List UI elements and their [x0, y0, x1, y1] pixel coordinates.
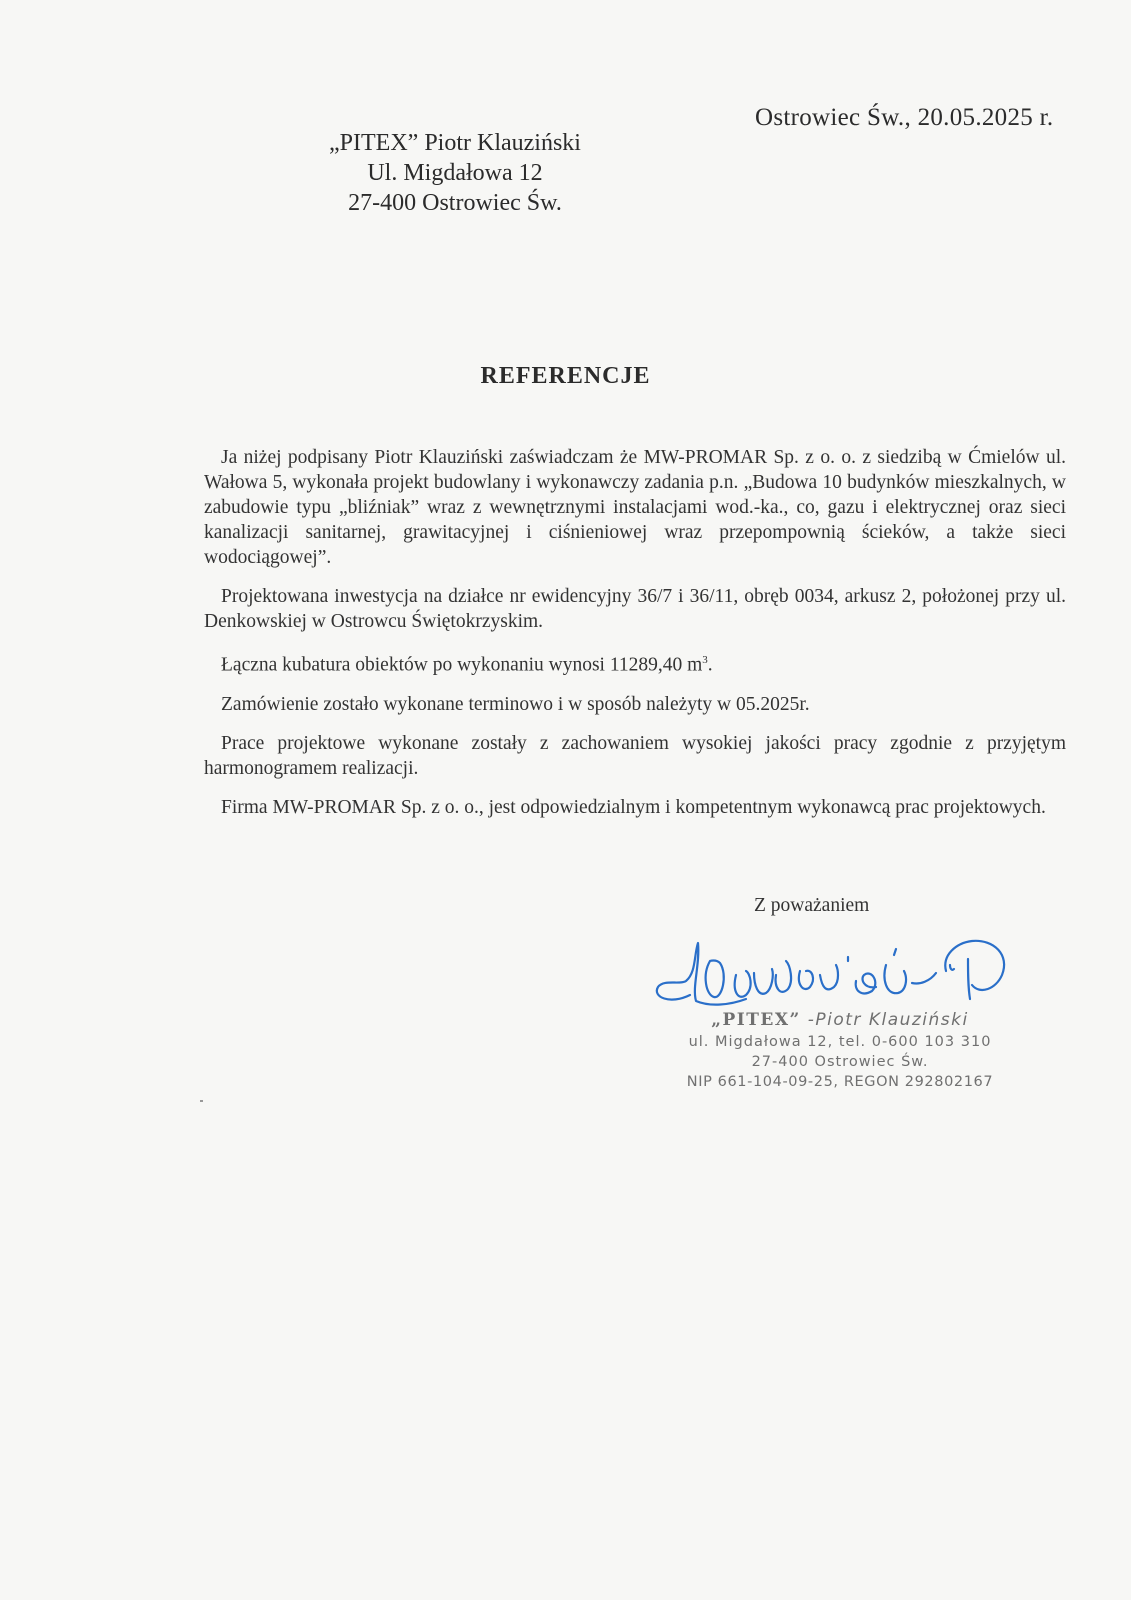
letter-body — [204, 445, 1066, 834]
paragraph-certification: Ja niżej podpisany Piotr Klauziński zaświadczam że MW-PROMAR Sp. z o. o. z siedzibą w Ćmielów ul. Wałowa 5, wykonała projekt budowlany i wykonawczy zadania p.n. „Budowa 10 budynków mieszkalnych, w zabudowie typu „bliźniak” wraz z wewnętrznymi instalacjami wod.-ka., co, gazu i elektrycznej oraz sieci kanalizacji sanitarnej, grawitacyjnej i ciśnieniowej wraz przepompownią ścieków, a także sieci wodociągowej”. — [204, 447, 1066, 568]
paragraph-order-completion: Zamówienie zostało wykonane terminowo i w sposób należyty w 05.2025r. — [221, 693, 810, 715]
sender-city: 27-400 Ostrowiec Św. — [348, 190, 562, 216]
cubature-unit-superscript: 3 — [702, 654, 708, 666]
paragraph-quality: Prace projektowe wykonane zostały z zachowaniem wysokiej jakości pracy zgodnie z przyjętym harmonogramem realizacji. — [204, 732, 1066, 779]
stamp-city: 27-400 Ostrowiec Św. — [751, 1054, 929, 1070]
letter-date: Ostrowiec Św., 20.05.2025 r. — [755, 104, 1054, 131]
scan-artifact — [200, 1100, 203, 1102]
paragraph-company-statement: Firma MW-PROMAR Sp. z o. o., jest odpowiedzialnym i kompetentnym wykonawcą prac projektowych. — [221, 796, 1046, 818]
company-stamp — [680, 1010, 1000, 1090]
cubature-text: Łączna kubatura obiektów po wykonaniu wynosi 11289,40 m — [221, 654, 703, 676]
stamp-company-line — [680, 1010, 1000, 1030]
sender-address-block — [300, 128, 610, 218]
paragraph-cubature — [204, 648, 1066, 678]
closing-salutation: Z poważaniem — [754, 895, 870, 916]
stamp-address: ul. Migdałowa 12, tel. 0-600 103 310 — [688, 1034, 992, 1050]
stamp-tax-ids: NIP 661-104-09-25, REGON 292802167 — [686, 1074, 994, 1090]
sender-name: „PITEX” Piotr Klauziński — [329, 130, 581, 156]
stamp-owner: -Piotr Klauziński — [807, 1010, 969, 1030]
paragraph-investment-location: Projektowana inwestycja na działce nr ewidencyjny 36/7 i 36/11, obręb 0034, arkusz 2, położonej przy ul. Denkowskiej w Ostrowcu Świętokrzyskim. — [204, 586, 1066, 632]
document-title: REFERENCJE — [480, 363, 651, 389]
stamp-company-name: „PITEX” — [711, 1010, 801, 1030]
cubature-period: . — [707, 654, 713, 676]
sender-street: Ul. Migdałowa 12 — [367, 160, 543, 186]
